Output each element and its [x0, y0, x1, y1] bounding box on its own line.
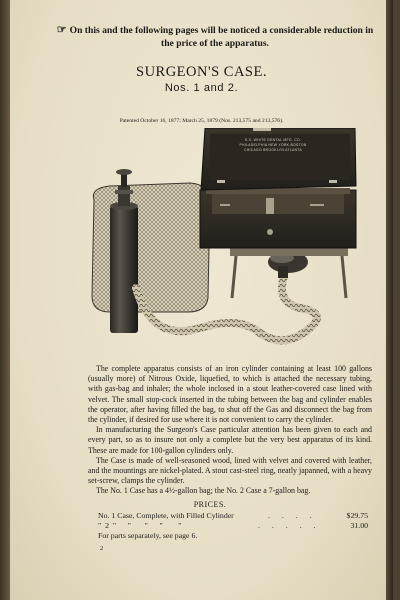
paragraph: The complete apparatus consists of an iron cylinder containing at least 100 gallons (usually more) of Nitrous Oxide, liquefied, to which is attached the necessary tubing, with gas-bag and inhaler; the whole inclosed in a stout leather-covered case lined with velvet. The small stop-cock inserted in the tubing between the bag and cylinder enables the operator, after having filled the bag, to shut off the Gas and disconnect the bag from the cylinder, if desired for use where it is not convenient to carry the cylinder.	[88, 364, 372, 425]
paragraph: The No. 1 Case has a 4½-gallon bag; the No. 2 Case a 7-gallon bag.	[96, 486, 311, 496]
gas-bag	[92, 183, 210, 312]
price-row-label: No. 1 Case, Complete, with Filled Cylinder	[98, 511, 234, 520]
price-row-dots: . . . . .	[258, 521, 321, 530]
page-number: 2	[100, 545, 104, 552]
page-title: SURGEON'S CASE.	[136, 64, 267, 80]
page-edge-shadow	[386, 0, 393, 600]
price-notice-text: On this and the following pages will be noticed a considerable reduction in the price of the apparatus.	[69, 25, 374, 49]
parts-note: For parts separately, see page 6.	[98, 531, 198, 540]
iron-cylinder	[110, 206, 138, 333]
pointing-hand-icon: ☞	[56, 24, 67, 36]
book-spine-shadow	[0, 0, 10, 600]
price-row-dots: . . . .	[268, 511, 317, 520]
surgeons-case-illustration	[70, 128, 390, 353]
prices-heading: PRICES.	[193, 500, 227, 509]
stop-cock	[121, 173, 127, 187]
price-notice	[50, 24, 380, 50]
paragraph: In manufacturing the Surgeon's Case particular attention has been given to each and every part, so as to insure not only a complete but the very best apparatus of its kind. These are made for 100-gallon cylinders only.	[88, 425, 372, 455]
description-body	[88, 364, 372, 497]
paragraph: The Case is made of well-seasoned wood, lined with velvet and covered with leather, and the mountings are nickel-plated. A stout cast-steel ring, neatly japanned, with a heavy set-screw, clamps the cylinder.	[88, 455, 372, 486]
price-row-amount: $29.75	[346, 511, 368, 520]
price-row-label: " 2 " " " " "	[98, 521, 182, 530]
price-row-amount: 31.00	[350, 521, 368, 530]
case-lid-label: S.S. WHITE DENTAL MFG. CO. PHILADELPHIA NEW YORK BOSTON CHICAGO BROOKLYN ATLANTA	[239, 138, 307, 152]
document-page	[10, 0, 393, 600]
patent-line: Patented October 16, 1877; March 25, 1879 (Nos. 213,575 and 213,576).	[119, 118, 284, 124]
page-subtitle: Nos. 1 and 2.	[164, 82, 239, 94]
